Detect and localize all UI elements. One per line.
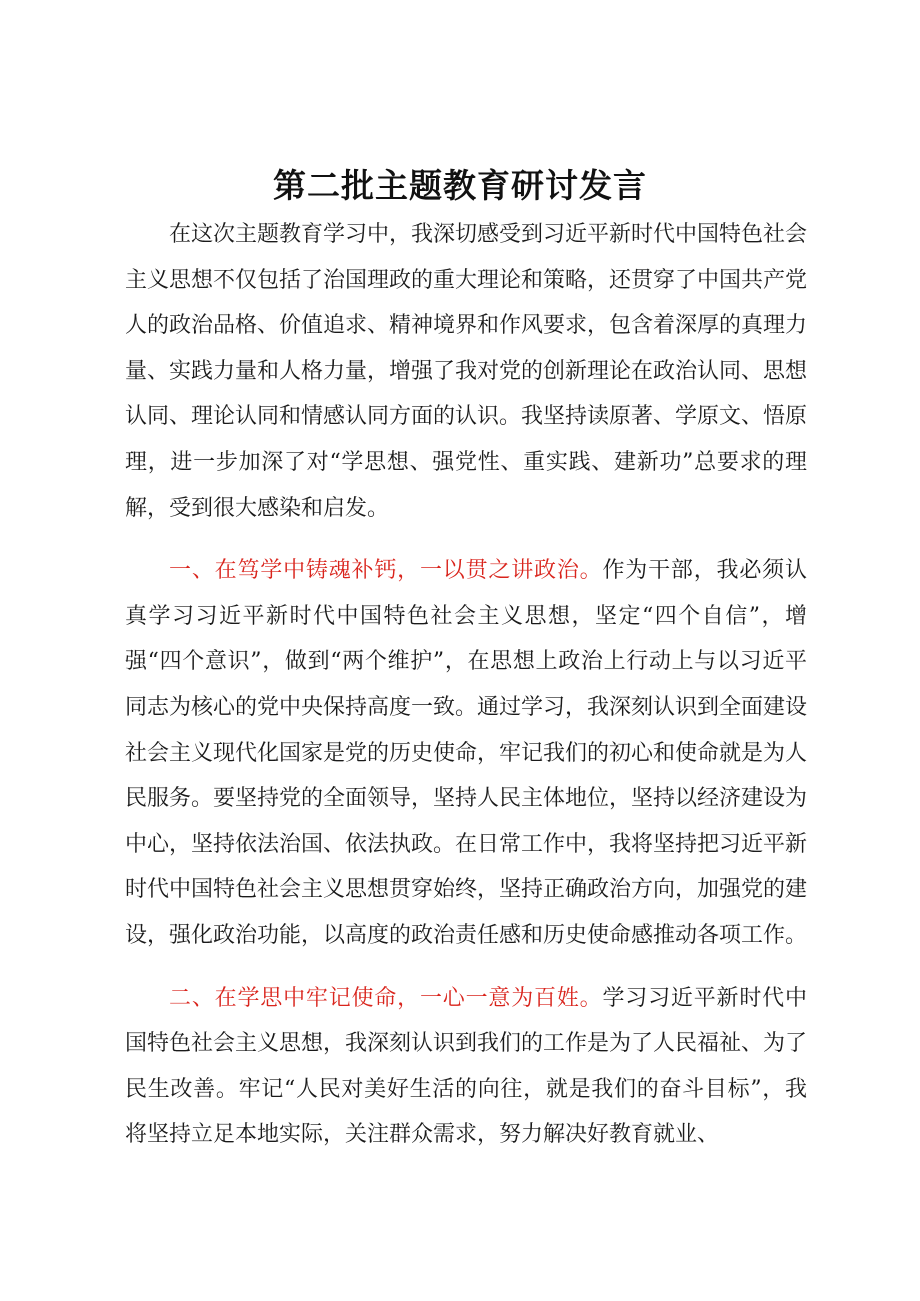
section-2-text: 学习习近平新时代中国特色社会主义思想，我深刻认识到我们的工作是为了人民福祉、为了民生改善。牢记“人民对美好生活的向往，就是我们的奋斗目标”，我将坚持立足本地实际，关注群众需求，努力解决好教育就业、 bbox=[125, 985, 808, 1148]
paragraph-intro bbox=[125, 212, 807, 531]
section-1-text: 作为干部，我必须认真学习习近平新时代中国特色社会主义思想，坚定“四个自信”，增强“四个意识”，做到“两个维护”，在思想上政治上行动上与以习近平同志为核心的党中央保持高度一致。通过学习，我深刻认识到全面建设社会主义现代化国家是党的历史使命，牢记我们的初心和使命就是为人民服务。要坚持党的全面领导，坚持人民主体地位，坚持以经济建设为中心，坚持依法治国、依法执政。在日常工作中，我将坚持把习近平新时代中国特色社会主义思想贯穿始终，坚持正确政治方向，加强党的建设，强化政治功能，以高度的政治责任感和历史使命感推动各项工作。 bbox=[125, 558, 808, 948]
paragraph-section-1 bbox=[125, 548, 807, 958]
paragraph-intro-text: 在这次主题教育学习中，我深切感受到习近平新时代中国特色社会主义思想不仅包括了治国理政的重大理论和策略，还贯穿了中国共产党人的政治品格、价值追求、精神境界和作风要求，包含着深厚的真理力量、实践力量和人格力量，增强了我对党的创新理论在政治认同、思想认同、理论认同和情感认同方面的认识。我坚持读原著、学原文、悟原理，进一步加深了对“学思想、强党性、重实践、建新功”总要求的理解，受到很大感染和启发。 bbox=[125, 222, 808, 521]
section-2-heading: 二、在学思中牢记使命，一心一意为百姓。 bbox=[169, 985, 603, 1011]
paragraph-section-2 bbox=[125, 976, 807, 1158]
document-title: 第二批主题教育研讨发言 bbox=[273, 166, 647, 205]
document-body bbox=[125, 212, 807, 1158]
section-1-heading: 一、在笃学中铸魂补钙，一以贯之讲政治。 bbox=[169, 558, 603, 584]
